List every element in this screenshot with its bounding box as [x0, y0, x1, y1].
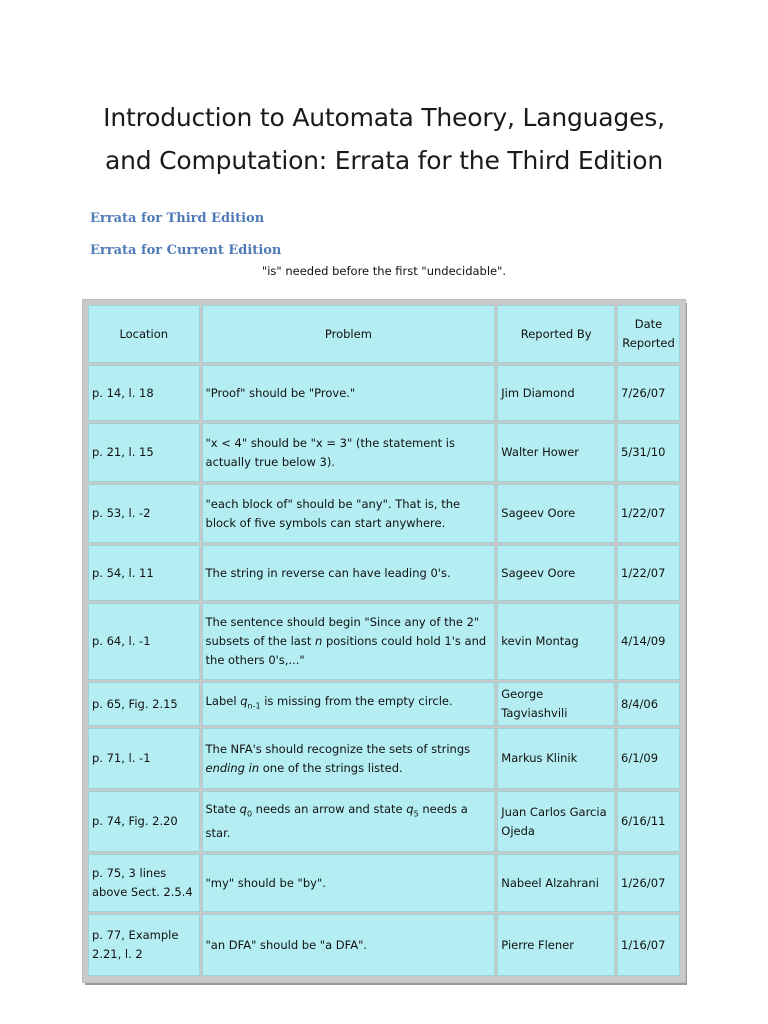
cell-problem: "each block of" should be "any". That is, the block of five symbols can start anywhere.: [202, 484, 496, 543]
cell-date: 1/22/07: [617, 545, 680, 601]
cell-problem: [202, 682, 496, 726]
cell-problem: [202, 728, 496, 789]
problem-text-part: needs an arrow and state: [252, 802, 407, 817]
problem-subscript: 0: [246, 809, 253, 819]
table-row: [88, 682, 680, 726]
cell-date: 5/31/10: [617, 423, 680, 482]
table-row: [88, 365, 680, 421]
table-row: [88, 728, 680, 789]
cell-problem: "my" should be "by".: [202, 854, 496, 912]
table-header-row: [88, 305, 680, 363]
problem-text-part: is missing from the empty circle.: [260, 694, 453, 709]
cell-date: 6/1/09: [617, 728, 680, 789]
cell-date: 4/14/09: [617, 603, 680, 680]
problem-italic-q: q: [406, 802, 414, 817]
header-date-reported: Date Reported: [617, 305, 680, 363]
header-problem: Problem: [202, 305, 496, 363]
table-row: [88, 854, 680, 912]
cell-reported-by: Nabeel Alzahrani: [497, 854, 615, 912]
cell-date: 1/16/07: [617, 914, 680, 976]
cell-date: 6/16/11: [617, 791, 680, 852]
cell-problem: "x < 4" should be "x = 3" (the statement is actually true below 3).: [202, 423, 496, 482]
table-row: [88, 484, 680, 543]
cell-reported-by: kevin Montag: [497, 603, 615, 680]
problem-text-part: one of the strings listed.: [259, 760, 403, 775]
note-text: "is" needed before the first "undecidable".: [261, 264, 507, 278]
cell-reported-by: George Tagviashvili: [497, 682, 615, 726]
cell-reported-by: Walter Hower: [497, 423, 615, 482]
problem-text-part: Label: [205, 694, 241, 709]
cell-reported-by: Sageev Oore: [497, 484, 615, 543]
cell-problem: [202, 791, 496, 852]
table-row: [88, 423, 680, 482]
problem-italic-q: q: [239, 802, 247, 817]
problem-italic-q: q: [240, 694, 248, 709]
cell-location: p. 71, l. -1: [88, 728, 200, 789]
cell-location: p. 14, l. 18: [88, 365, 200, 421]
problem-text-part: The sentence should begin "Since any of the 2" subsets of the last: [205, 615, 480, 648]
title-line-2: and Computation: Errata for the Third Edition: [105, 146, 663, 175]
cell-reported-by: Sageev Oore: [497, 545, 615, 601]
table-row: [88, 545, 680, 601]
cell-problem: The string in reverse can have leading 0's.: [202, 545, 496, 601]
table-row: [88, 914, 680, 976]
problem-italic-text: ending in: [205, 760, 260, 775]
cell-date: 1/22/07: [617, 484, 680, 543]
cell-reported-by: Pierre Flener: [497, 914, 615, 976]
cell-date: 7/26/07: [617, 365, 680, 421]
link-errata-third-edition[interactable]: Errata for Third Edition: [90, 211, 265, 226]
cell-reported-by: Juan Carlos Garcia Ojeda: [497, 791, 615, 852]
header-location: Location: [88, 305, 200, 363]
errata-table: [86, 303, 682, 978]
table-row: [88, 603, 680, 680]
cell-location: p. 53, l. -2: [88, 484, 200, 543]
cell-location: p. 21, l. 15: [88, 423, 200, 482]
errata-table-container: [83, 300, 685, 982]
problem-text-part: needs a star.: [205, 802, 468, 840]
problem-subscript: 5: [413, 809, 419, 819]
title-line-1: Introduction to Automata Theory, Languages,: [103, 103, 665, 132]
cell-location: p. 74, Fig. 2.20: [88, 791, 200, 852]
link-errata-current-edition[interactable]: Errata for Current Edition: [90, 243, 282, 258]
header-reported-by: Reported By: [497, 305, 615, 363]
cell-problem: [202, 603, 496, 680]
cell-problem: "an DFA" should be "a DFA".: [202, 914, 496, 976]
problem-text-part: positions could hold 1's and the others 0's,...": [205, 634, 487, 667]
cell-location: p. 54, l. 11: [88, 545, 200, 601]
cell-location: p. 65, Fig. 2.15: [88, 682, 200, 726]
problem-subscript: n-1: [247, 701, 261, 711]
cell-date: 1/26/07: [617, 854, 680, 912]
cell-location: p. 75, 3 lines above Sect. 2.5.4: [88, 854, 200, 912]
page-title: [0, 96, 768, 182]
problem-text-part: The NFA's should recognize the sets of strings: [205, 741, 471, 756]
cell-reported-by: Jim Diamond: [497, 365, 615, 421]
cell-location: p. 64, l. -1: [88, 603, 200, 680]
cell-reported-by: Markus Klinik: [497, 728, 615, 789]
cell-date: 8/4/06: [617, 682, 680, 726]
problem-italic-n: n: [315, 634, 323, 648]
problem-text-part: State: [205, 802, 240, 817]
table-row: [88, 791, 680, 852]
cell-location: p. 77, Example 2.21, l. 2: [88, 914, 200, 976]
cell-problem: "Proof" should be "Prove.": [202, 365, 496, 421]
